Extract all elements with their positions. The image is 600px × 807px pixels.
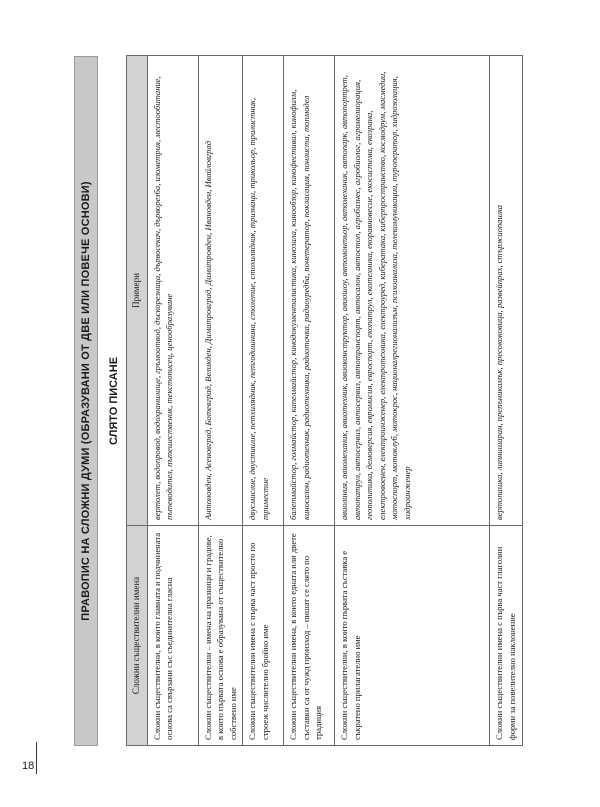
row-name: Сложни съществителни – имена на празници и градове, в които първата основа е образувана от съществително собствено име bbox=[199, 526, 243, 746]
table-row bbox=[335, 56, 490, 746]
table-header-row bbox=[127, 56, 148, 746]
row-examples: Антоновден, Асеновград, Ботевград, Великден, Димитровград, Димитровден, Ивановден, Ивайловград bbox=[199, 56, 243, 526]
row-examples: вертопашка, лапнишаран, препъникамък, пресококовица, развейпрах, стържиопашка bbox=[490, 56, 523, 526]
table-row bbox=[490, 56, 523, 746]
row-examples: двусмислие, двустишие, петхилядник, петгодишнина, столетие, стохилядник, тризнаци, трикольор, трилистник, триместие bbox=[243, 56, 284, 526]
header-examples: Примери bbox=[127, 56, 148, 526]
table-row bbox=[199, 56, 243, 746]
table-row bbox=[148, 56, 199, 746]
page-number: 18 bbox=[22, 760, 35, 772]
row-name: Сложни съществителни, в които главната и подчинената основа са свързани със съединителна гласна bbox=[148, 526, 199, 746]
header-name: Сложни съществителни имена bbox=[127, 526, 148, 746]
section-title: СЛЯТО ПИСАНЕ bbox=[108, 356, 120, 446]
margin-divider bbox=[36, 742, 37, 774]
table-row bbox=[243, 56, 284, 746]
row-examples: балетмайстор, голмайстор, капелмайстор, кинодокументалистика, кинозала, кинообзор, кинофестивал, кинофилм, киносалон, радиотехник, радиотехника, радиоточка, радиоуредба, понетератор, покласация, понлиста, топмодел bbox=[284, 56, 335, 526]
row-name: Сложни съществителни имена с първа част просто по строеж числително бройно име bbox=[243, 526, 284, 746]
row-name: Сложни съществителни, в които първата съставка е съкратено прилагателно име bbox=[335, 526, 490, 746]
row-name: Сложни съществителни имена с първа част глаголни форми за повелително наклонение bbox=[490, 526, 523, 746]
table-row bbox=[284, 56, 335, 746]
page-title: ПРАВОПИС НА СЛОЖНИ ДУМИ (ОБРАЗУВАНИ ОТ ДВЕ ИЛИ ПОВЕЧЕ ОСНОВИ) bbox=[74, 56, 98, 746]
row-examples: авиолиния, авиомеханик, авиотехник, авиоконструктор, авиошоу, автомонтьор, автомеханик, автопарк, автопортрет, автопатрул, автосервиз, автосервиз, автотранспорт, автосалон, автостоп, агробизнес, агробиолог, агромелиорация, геополитика, демоверсия, евромисия, евроспорт, екопатрул, екотехника, екоравновесие, екосистема, екозрана, електровоенен, електроинженер, електротехника, електроуред, кибератака, киберпространство, космодрум, масмедии, мотоспорт, мотоклуб, мотокрос, националрегионализъм, психоанализа, телекомуникации, туроператор, хидрозолация, хидроинженер bbox=[335, 56, 490, 526]
rotated-page-content bbox=[66, 56, 517, 746]
row-name: Сложни съществителни имена, в които едната или двете съставки са от чужд произход – пишат се слято по традиция bbox=[284, 526, 335, 746]
rules-table bbox=[126, 55, 523, 746]
row-examples: вертолет, водопровод, водохранилище, гръмоотвод, дъскорезница, дървосекач, дърворезба, изометрия, местообитание, пътеводител, пътешественик, текстописец, ценообразуване bbox=[148, 56, 199, 526]
